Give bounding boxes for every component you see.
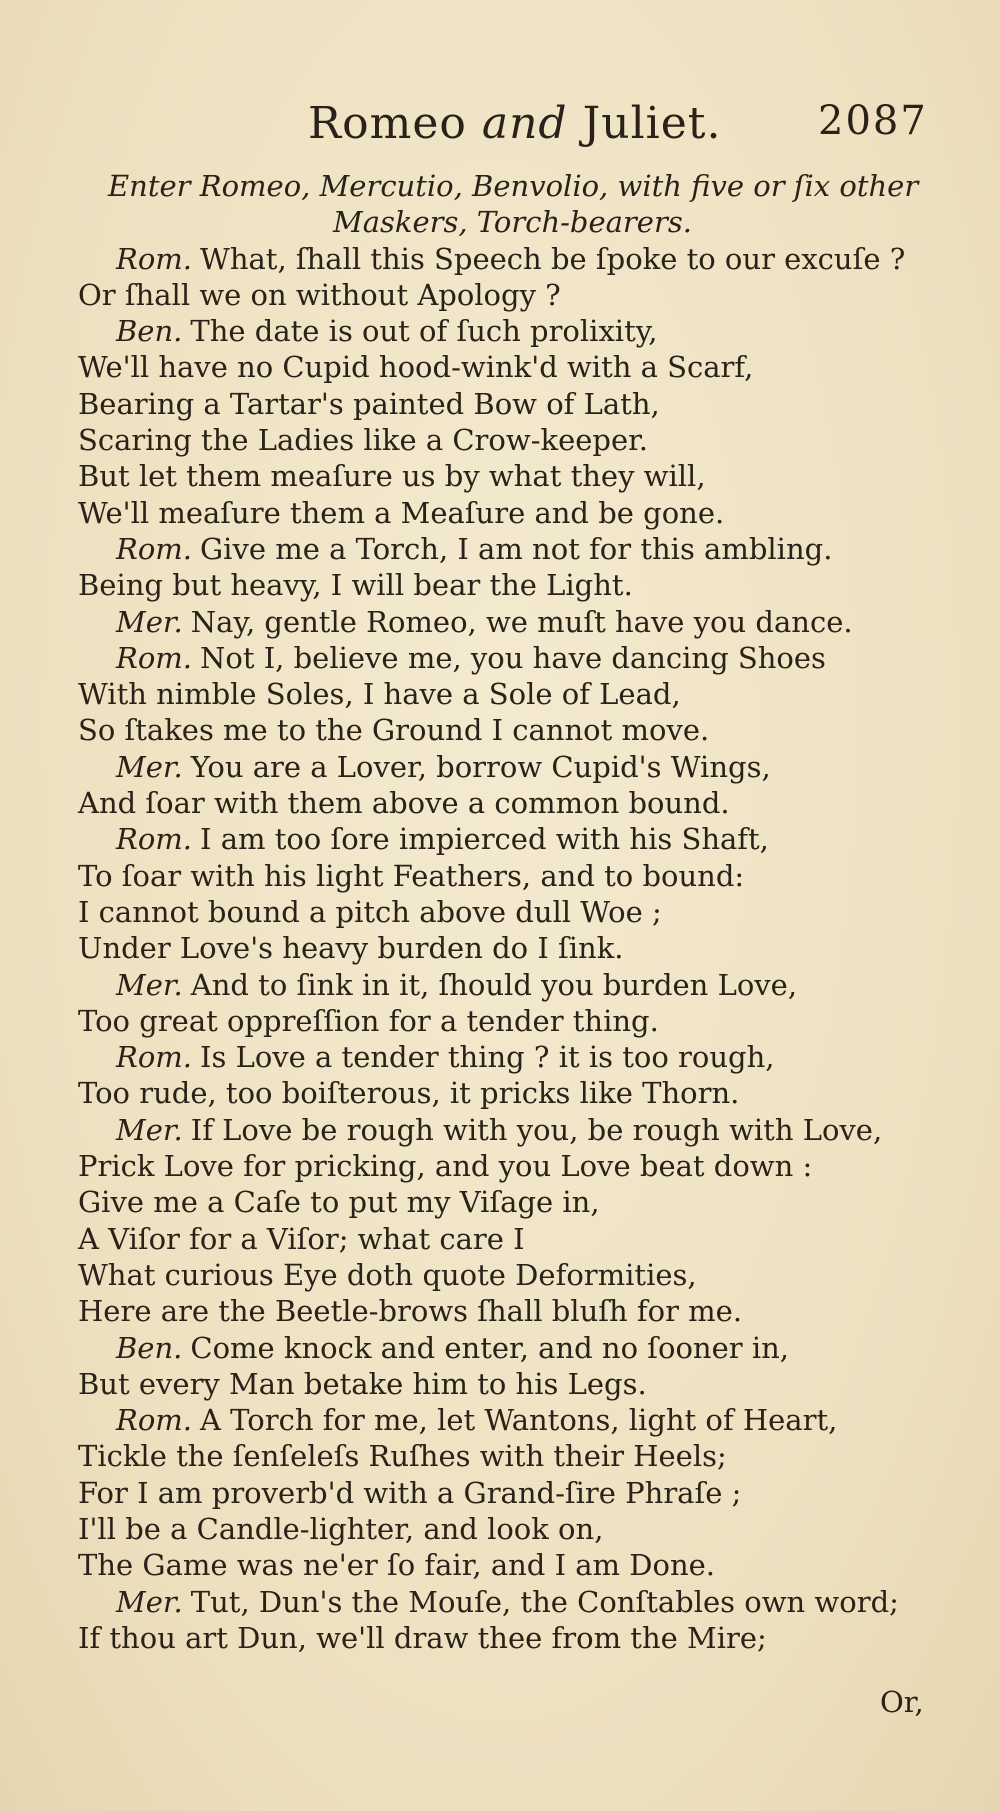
line-text: Scaring the Ladies like a Crow-keeper. [78,423,649,458]
line-text: But let them meaſure us by what they will, [78,459,706,494]
text-line [78,1257,938,1293]
speaker-name: Rom. [116,822,193,857]
line-text: A Viſor for a Viſor; what care I [78,1221,525,1256]
line-text: But every Man betake him to his Legs. [78,1366,647,1401]
text-line [78,458,938,494]
line-text: We'll meaſure them a Meaſure and be gone. [78,495,725,530]
line-text: Tickle the ſenſeleſs Ruſhes with their Heels; [78,1439,727,1474]
text-line [78,1584,938,1620]
line-text: To ſoar with his light Feathers, and to bound: [78,858,745,893]
line-text: What, ſhall this Speech be ſpoke to our excuſe ? [200,241,906,276]
text-line [78,785,938,821]
text-line [78,1221,938,1257]
speaker-name: Rom. [116,1040,193,1075]
text-line [78,1003,938,1039]
speaker-name: Rom. [116,531,193,566]
text-line [78,1184,938,1220]
text-line [78,567,938,603]
line-text: And ſoar with them above a common bound. [78,786,730,821]
dialogue-lines [78,241,938,1657]
speaker-name: Rom. [116,1403,193,1438]
line-text: The Game was ne'er ſo fair, and I am Done. [78,1548,716,1583]
text-line [78,894,938,930]
text-line [78,1039,938,1075]
text-line [78,640,938,676]
stage-direction: Maskers, Torch-bearers. [333,205,692,240]
text-line [78,349,938,385]
line-text: Is Love a tender thing ? it is too rough, [200,1040,775,1075]
line-text: I'll be a Candle-lighter, and look on, [78,1511,604,1546]
line-text: Here are the Beetle-brows ſhall bluſh for me. [78,1294,743,1329]
text-line [78,712,938,748]
text-line [78,1511,938,1547]
line-text: I am too ſore impierced with his Shaft, [200,822,769,857]
line-text: And to ſink in it, ſhould you burden Love, [190,967,798,1002]
text-line [78,1293,938,1329]
speaker-name: Ben. [116,1330,183,1365]
line-text: Too great oppreſſion for a tender thing. [78,1003,659,1038]
title-part: Romeo [308,98,482,149]
speaker-name: Mer. [116,604,183,639]
text-line [78,967,938,1003]
speaker-name: Mer. [116,1112,183,1147]
line-text: Bearing a Tartar's painted Bow of Lath, [78,386,660,421]
text-line [78,858,938,894]
line-text: The date is out of ſuch prolixity, [190,314,658,349]
line-text: Too rude, too boiſterous, it pricks like Thorn. [78,1076,740,1111]
line-text: So ſtakes me to the Ground I cannot move. [78,713,710,748]
speaker-name: Rom. [116,241,193,276]
line-text: Not I, believe me, you have dancing Shoes [200,640,826,675]
text-line [78,676,938,712]
line-text: Under Love's heavy burden do I ſink. [78,931,624,966]
catchword: Or, [880,1685,924,1719]
line-text: Nay, gentle Romeo, we muſt have you dance. [190,604,853,639]
text-line [78,821,938,857]
line-text: Tut, Dun's the Mouſe, the Conſtables own word; [190,1584,899,1619]
line-text: You are a Lover, borrow Cupid's Wings, [190,749,771,784]
text-line [78,1112,938,1148]
text-line [78,531,938,567]
line-text: With nimble Soles, I have a Sole of Lead, [78,677,681,712]
line-text: Or ſhall we on without Apology ? [78,277,561,312]
stage-direction: Enter Romeo, Mercutio, Benvolio, with five or ſix other [108,169,919,203]
text-line [78,1475,938,1511]
speaker-name: Mer. [116,749,183,784]
line-text: Prick Love for pricking, and you Love beat down : [78,1149,813,1184]
text-line [78,422,938,458]
title-part-italic: and [481,98,568,149]
play-text [78,168,938,1656]
line-text: If thou art Dun, we'll draw thee from the Mire; [78,1620,767,1655]
text-line [78,386,938,422]
line-text: Give me a Caſe to put my Viſage in, [78,1185,600,1220]
line-text: We'll have no Cupid hood-wink'd with a Scarf, [78,350,754,385]
line-text: What curious Eye doth quote Deformities, [78,1257,697,1292]
text-line [78,277,938,313]
text-line [78,749,938,785]
text-line [78,313,938,349]
line-text: If Love be rough with you, be rough with Love, [190,1112,883,1147]
line-text: Come knock and enter, and no ſooner in, [190,1330,790,1365]
text-line [78,1547,938,1583]
text-line [78,1366,938,1402]
text-line [78,1438,938,1474]
text-line [78,1075,938,1111]
speaker-name: Ben. [116,314,183,349]
text-line [78,1148,938,1184]
text-line [78,604,938,640]
speaker-name: Rom. [116,640,193,675]
line-text: Being but heavy, I will bear the Light. [78,568,633,603]
line-text: Give me a Torch, I am not for this ambling. [200,531,833,566]
page-title [308,98,721,149]
text-line [78,930,938,966]
text-line [78,1620,938,1656]
page-number: 2087 [818,98,928,144]
speaker-name: Mer. [116,1584,183,1619]
text-line [78,241,938,277]
text-line [78,495,938,531]
speaker-name: Mer. [116,967,183,1002]
running-header [0,98,1000,158]
line-text: For I am proverb'd with a Grand-ſire Phraſe ; [78,1475,742,1510]
line-text: I cannot bound a pitch above dull Woe ; [78,894,662,929]
text-line [78,1402,938,1438]
text-line [78,1330,938,1366]
title-part: Juliet. [567,98,722,149]
line-text: A Torch for me, let Wantons, light of Heart, [200,1403,838,1438]
